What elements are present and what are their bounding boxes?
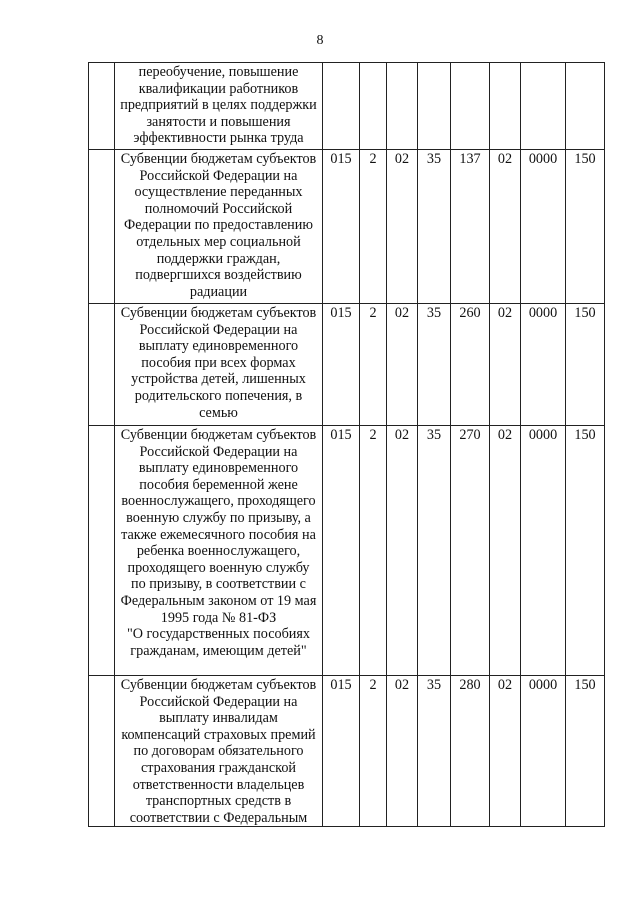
income-name-line: соответствии с Федеральным (129, 809, 308, 826)
income-name-line: выплату единовременного (138, 338, 299, 355)
group-code-cell: 2 (360, 150, 387, 304)
element-code-cell (490, 63, 521, 150)
row-number-cell (89, 304, 115, 426)
element-code-cell: 02 (490, 426, 521, 676)
subarticle-code-cell: 280 (451, 676, 490, 827)
income-name-line: родительского попечения, в (134, 387, 303, 404)
economic-code-cell: 150 (566, 150, 605, 304)
income-name-line: военнослужащего, проходящего (121, 493, 316, 510)
table-row (89, 63, 605, 150)
row-number-cell (89, 426, 115, 676)
admin-code-cell: 015 (323, 426, 360, 676)
row-number-cell (89, 150, 115, 304)
subarticle-code-cell: 260 (451, 304, 490, 426)
income-name-line: Российской Федерации на (139, 321, 298, 338)
income-name-line: "О государственных пособиях (126, 626, 311, 643)
income-name-cell (115, 676, 323, 827)
income-name-line: пособия при всех формах (141, 354, 296, 371)
income-name-line: Российской Федерации на (139, 443, 298, 460)
economic-code-cell: 150 (566, 426, 605, 676)
income-name-cell (115, 63, 323, 150)
income-name-line: Российской Федерации на (139, 167, 298, 184)
income-name-line: гражданам, имеющим детей" (130, 642, 307, 659)
income-name-cell (115, 426, 323, 676)
income-name-line: Субвенции бюджетам субъектов (120, 677, 317, 693)
article-code-cell: 35 (418, 304, 451, 426)
income-name-line: Субвенции бюджетам субъектов (120, 151, 317, 167)
income-name-line: страхования гражданской (140, 759, 297, 776)
subarticle-code-cell: 270 (451, 426, 490, 676)
budget-table-body (89, 63, 605, 827)
element-code-cell: 02 (490, 676, 521, 827)
income-name-line: Субвенции бюджетам субъектов (120, 427, 317, 443)
table-row (89, 426, 605, 676)
article-code-cell: 35 (418, 150, 451, 304)
income-name-line: военную службу по призыву, а (126, 509, 311, 526)
income-name-line: подвергшихся воздействию (135, 267, 302, 284)
income-name-cell (115, 150, 323, 304)
article-code-cell: 35 (418, 426, 451, 676)
row-number-cell (89, 676, 115, 827)
table-row (89, 304, 605, 426)
income-name-line: поддержки граждан, (156, 250, 281, 267)
program-code-cell (521, 63, 566, 150)
income-name-line: устройства детей, лишенных (131, 371, 306, 388)
income-name-line: по призыву, в соответствии с (131, 576, 306, 593)
group-code-cell: 2 (360, 676, 387, 827)
income-name-line: Федерации по предоставлению (124, 217, 313, 234)
program-code-cell: 0000 (521, 676, 566, 827)
page-number: 8 (316, 33, 324, 48)
admin-code-cell (323, 63, 360, 150)
budget-table (88, 62, 605, 827)
income-name-line: Субвенции бюджетам субъектов (120, 305, 317, 321)
subgroup-code-cell (387, 63, 418, 150)
income-name-line: радиации (189, 283, 248, 300)
subgroup-code-cell: 02 (387, 150, 418, 304)
income-name-line: ребенка военнослужащего, (136, 543, 301, 560)
table-row (89, 150, 605, 304)
element-code-cell: 02 (490, 150, 521, 304)
subgroup-code-cell: 02 (387, 304, 418, 426)
income-name-line: также ежемесячного пособия на (121, 526, 316, 543)
admin-code-cell: 015 (323, 150, 360, 304)
table-row (89, 676, 605, 827)
subgroup-code-cell: 02 (387, 426, 418, 676)
article-code-cell: 35 (418, 676, 451, 827)
income-name-line: выплату единовременного (138, 460, 299, 477)
income-name-line: предприятий в целях поддержки (120, 97, 317, 114)
income-name-line: 1995 года № 81-ФЗ (160, 609, 277, 626)
income-name-line: осуществление переданных (134, 184, 303, 201)
income-name-line: отдельных мер социальной (136, 233, 301, 250)
income-name-line: компенсаций страховых премий (121, 726, 316, 743)
income-name-line: Российской Федерации на (139, 693, 298, 710)
income-name-line: переобучение, повышение (138, 64, 299, 80)
admin-code-cell: 015 (323, 676, 360, 827)
income-name-line: семью (199, 404, 238, 421)
income-name-line: полномочий Российской (144, 200, 293, 217)
subarticle-code-cell (451, 63, 490, 150)
income-name-line: по договорам обязательного (133, 743, 304, 760)
income-name-line: занятости и повышения (146, 113, 291, 130)
admin-code-cell: 015 (323, 304, 360, 426)
income-name-line: ответственности владельцев (132, 776, 305, 793)
income-name-line: Федеральным законом от 19 мая (120, 592, 317, 609)
article-code-cell (418, 63, 451, 150)
income-name-line: пособия беременной жене (139, 476, 298, 493)
program-code-cell: 0000 (521, 150, 566, 304)
group-code-cell (360, 63, 387, 150)
economic-code-cell (566, 63, 605, 150)
program-code-cell: 0000 (521, 426, 566, 676)
income-name-line: выплату инвалидам (159, 710, 278, 727)
economic-code-cell: 150 (566, 304, 605, 426)
income-name-line: квалификации работников (138, 80, 299, 97)
group-code-cell: 2 (360, 426, 387, 676)
element-code-cell: 02 (490, 304, 521, 426)
income-name-line: проходящего военную службу (127, 559, 310, 576)
group-code-cell: 2 (360, 304, 387, 426)
subgroup-code-cell: 02 (387, 676, 418, 827)
row-number-cell (89, 63, 115, 150)
income-name-cell (115, 304, 323, 426)
subarticle-code-cell: 137 (451, 150, 490, 304)
income-name-line: транспортных средств в (145, 793, 292, 810)
economic-code-cell: 150 (566, 676, 605, 827)
program-code-cell: 0000 (521, 304, 566, 426)
income-name-line: эффективности рынка труда (133, 130, 304, 147)
